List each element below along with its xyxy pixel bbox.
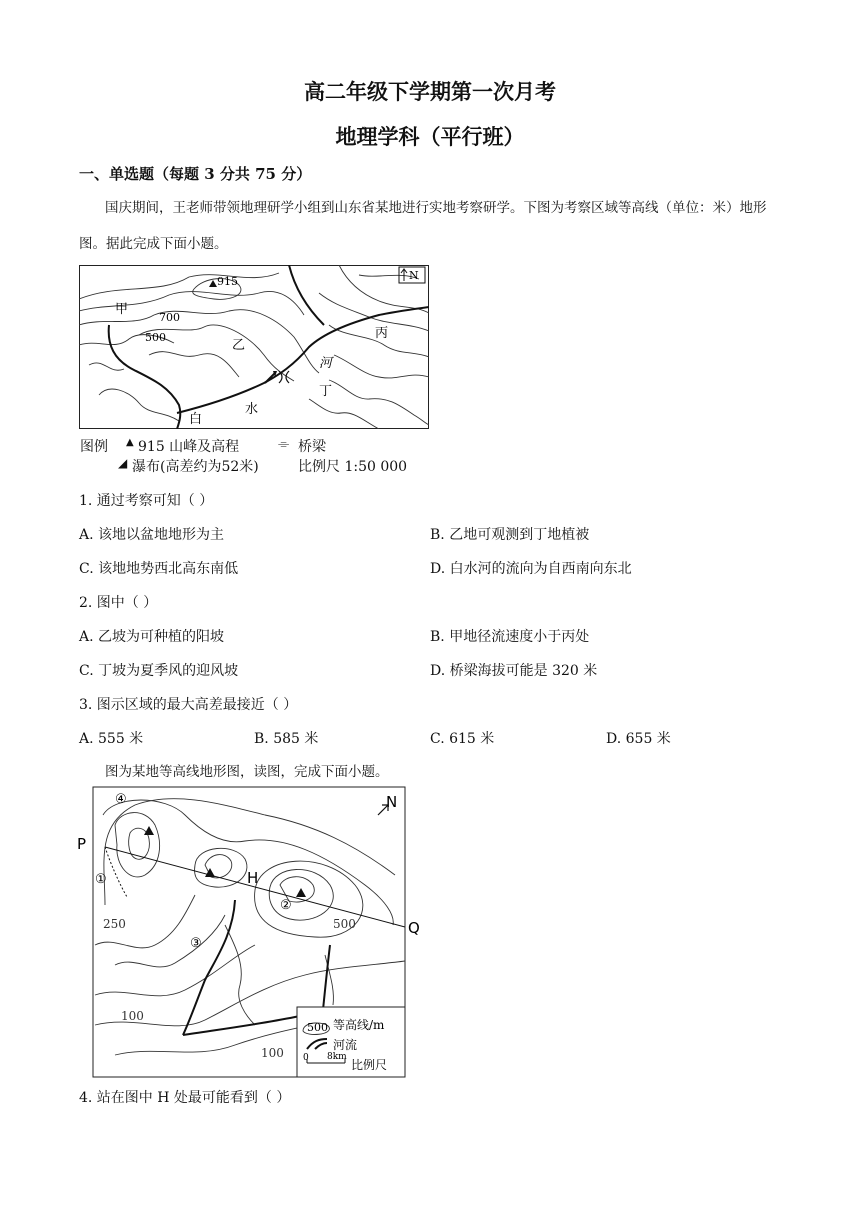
section-title: 一、单选题（每题 3 分共 75 分）: [79, 165, 312, 183]
map2-circle-1: ①: [95, 872, 107, 887]
q3-option-d[interactable]: D. 655 米: [606, 731, 671, 747]
map2-contour-100a: 100: [121, 1009, 144, 1023]
map2-circle-3: ③: [190, 936, 202, 951]
legend-peak-icon: ▲: [126, 437, 134, 448]
q1-stem: 1. 通过考察可知（ ）: [79, 493, 214, 509]
legend-title: 图例: [80, 439, 108, 455]
map1-river-he: 河: [319, 356, 333, 371]
q2-option-a[interactable]: A. 乙坡为可种植的阳坡: [79, 629, 225, 645]
intro-paragraph-1: 国庆期间，王老师带领地理研学小组到山东省某地进行实地考察研学。下图为考察区域等高线（单位：米）地形图。据此完成下面小题。: [79, 200, 767, 252]
q3-stem: 3. 图示区域的最大高差最接近（ ）: [79, 697, 298, 713]
map1-peak-label: 915: [217, 275, 238, 288]
q2-option-b[interactable]: B. 甲地径流速度小于丙处: [430, 629, 590, 645]
legend2-scale-0: 0: [303, 1053, 309, 1063]
intro-paragraph-2: 图为某地等高线地形图，读图，完成下面小题。: [105, 764, 389, 780]
q2-option-c[interactable]: C. 丁坡为夏季风的迎风坡: [79, 663, 239, 679]
map2-contour-100b: 100: [261, 1046, 284, 1060]
legend2-scale-8: 8km: [327, 1052, 347, 1062]
map2-circle-2: ②: [280, 898, 292, 913]
q3-option-c[interactable]: C. 615 米: [430, 731, 495, 747]
legend-waterfall-text: 瀑布(高差约为52米): [132, 459, 259, 475]
q1-option-a[interactable]: A. 该地以盆地地形为主: [79, 527, 225, 543]
contour-map-1: [79, 265, 429, 429]
map1-place-bing: 丙: [375, 326, 389, 341]
legend2-scale-text: 比例尺: [351, 1058, 388, 1072]
legend2-river-text: 河流: [333, 1038, 358, 1052]
map2-label-q: Q: [408, 919, 420, 937]
map2-label-p: P: [77, 835, 87, 853]
legend-bridge-text: 桥梁: [298, 439, 326, 455]
q1-option-c[interactable]: C. 该地地势西北高东南低: [79, 561, 239, 577]
map1-river-bai: 白: [189, 412, 203, 427]
map1-legend: [80, 436, 440, 476]
q3-option-b[interactable]: B. 585 米: [254, 731, 319, 747]
map1-contour-700: 700: [159, 311, 180, 324]
map2-north-label: N: [386, 793, 398, 811]
map1-place-jia: 甲: [115, 302, 129, 317]
legend-scale-text: 比例尺 1:50 000: [298, 459, 408, 475]
q3-option-a[interactable]: A. 555 米: [79, 731, 144, 747]
map2-legend: [297, 1007, 405, 1077]
legend2-contour-num: 500: [307, 1021, 328, 1034]
legend-waterfall-icon: ◢: [118, 456, 128, 470]
map1-place-yi: 乙: [232, 338, 246, 353]
map1-north-label: N: [409, 269, 419, 282]
q1-option-b[interactable]: B. 乙地可观测到丁地植被: [430, 527, 590, 543]
map2-contour-500: 500: [333, 917, 356, 931]
q1-option-d[interactable]: D. 白水河的流向为自西南向东北: [430, 561, 632, 577]
q2-option-d[interactable]: D. 桥梁海拔可能是 320 米: [430, 663, 598, 679]
page-subtitle: 地理学科（平行班）: [335, 124, 525, 149]
legend-peak-text: 915 山峰及高程: [138, 439, 240, 455]
q4-stem: 4. 站在图中 H 处最可能看到（ ）: [79, 1090, 291, 1106]
map1-place-ding: 丁: [319, 384, 333, 399]
map2-label-h: H: [247, 869, 259, 887]
map1-river-shui: 水: [245, 402, 259, 417]
map2-contour-250: 250: [103, 917, 126, 931]
map2-circle-4: ④: [115, 792, 127, 807]
map1-contour-500: 500: [145, 331, 166, 344]
legend2-contour-text: 等高线/m: [333, 1018, 385, 1032]
legend-bridge-icon: ⌯: [278, 436, 290, 452]
contour-map-2: [75, 785, 425, 1080]
q2-stem: 2. 图中（ ）: [79, 595, 158, 611]
page-title: 高二年级下学期第一次月考: [304, 79, 556, 104]
